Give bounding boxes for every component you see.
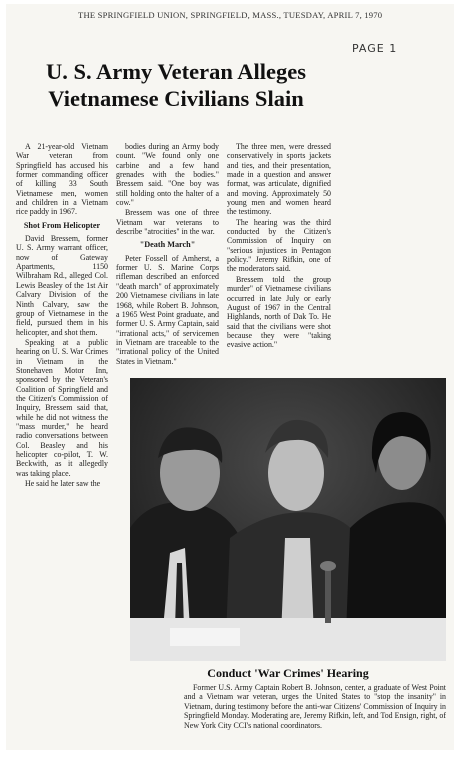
paragraph: The three men, were dressed conservatively in sports jackets and ties, and their presentation, made in a question and answer format, was articulate, dignified and moving. Approximately 50 young men and women heard the testimony. (227, 142, 331, 217)
photo-caption-title: Conduct 'War Crimes' Hearing (207, 666, 369, 680)
paragraph: David Bressem, former U. S. Army warrant officer, now of Gateway Apartments, 1150 Wilbraham Rd., alleged Col. Lewis Beasley of the 1st Air Calvary Division of the Ninth Calvary, saw the group of Vietnamese in the field, pursued them in his helicopter, and shot them. (16, 234, 108, 337)
subhead: "Death March" (139, 240, 196, 250)
subhead: Shot From Helicopter (23, 220, 101, 230)
photo-caption: Former U.S. Army Captain Robert B. Johnson, center, a graduate of West Point and a Vietnam war veteran, urges the United States to "stop the insanity" in Vietnam, during testimony before the anti-war Citizens' Commission of Inquiry in Springfield Monday. Moderating are, Jeremy Rifkin, left, and Tod Ensign, right, of New York City CCI's national coordinators. (184, 683, 446, 730)
news-photo (130, 378, 446, 661)
headline: U. S. Army Veteran Alleges Vietnamese Civilians Slain (46, 59, 306, 111)
paragraph: Bressem was one of three Vietnam war veterans to describe "atrocities" in the war. (116, 208, 219, 237)
paragraph: The hearing was the third conducted by the Citizen's Commission of Inquiry on "serious injustices in Pentagon policy." Jeremy Rifkin, one of the moderators said. (227, 217, 331, 274)
news-photo-image (130, 378, 446, 661)
paragraph: bodies during an Army body count. "We found only one carbine and a few hand grenades with the bodies." Bressem said. "One boy was still holding onto the halter of a cow." (116, 142, 219, 208)
article-column-3 (227, 142, 331, 351)
handwritten-page-note: PAGE 1 (352, 42, 398, 55)
article-column-2 (116, 142, 219, 367)
paragraph: Bressem told the group murder" of Vietnamese civilians occurred in late July or early August of 1967 in the Central Highlands, north of Dak To. He said that the civilians were shot because they were "taking evasive action." (227, 274, 331, 350)
paragraph: Speaking at a public hearing on U. S. War Crimes in Vietnam in the Stonehaven Motor Inn, sponsored by the Veteran's Coalition of Springfield and the Citizen's Commission of Inquiry, Bressem said that, while he did not witness the "mass murder," he heard radio conversations between Col. Beasley and his helicopter co-pilot, T. W. Beckwith, as it allegedly was taking place. (16, 337, 108, 478)
paragraph: A 21-year-old Vietnam War veteran from Springfield has accused his former commanding officer of killing 33 South Vietnamese men, women and children in a Vietnam rice paddy in 1967. (16, 142, 108, 217)
masthead: THE SPRINGFIELD UNION, SPRINGFIELD, MASS., TUESDAY, APRIL 7, 1970 (78, 10, 383, 20)
paragraph: Peter Fossell of Amherst, a former U. S. Marine Corps rifleman described an enforced "death march" of approximately 200 Vietnamese civilians in late 1968, while Robert B. Johnson, a 1965 West Point graduate, and former U. S. Army Captain, said "irrational acts," of servicemen in Vietnam are traceable to the "irrational policy of the United States in Vietnam." (116, 253, 219, 366)
paragraph: He said he later saw the (25, 479, 101, 489)
article-column-1 (16, 142, 108, 489)
